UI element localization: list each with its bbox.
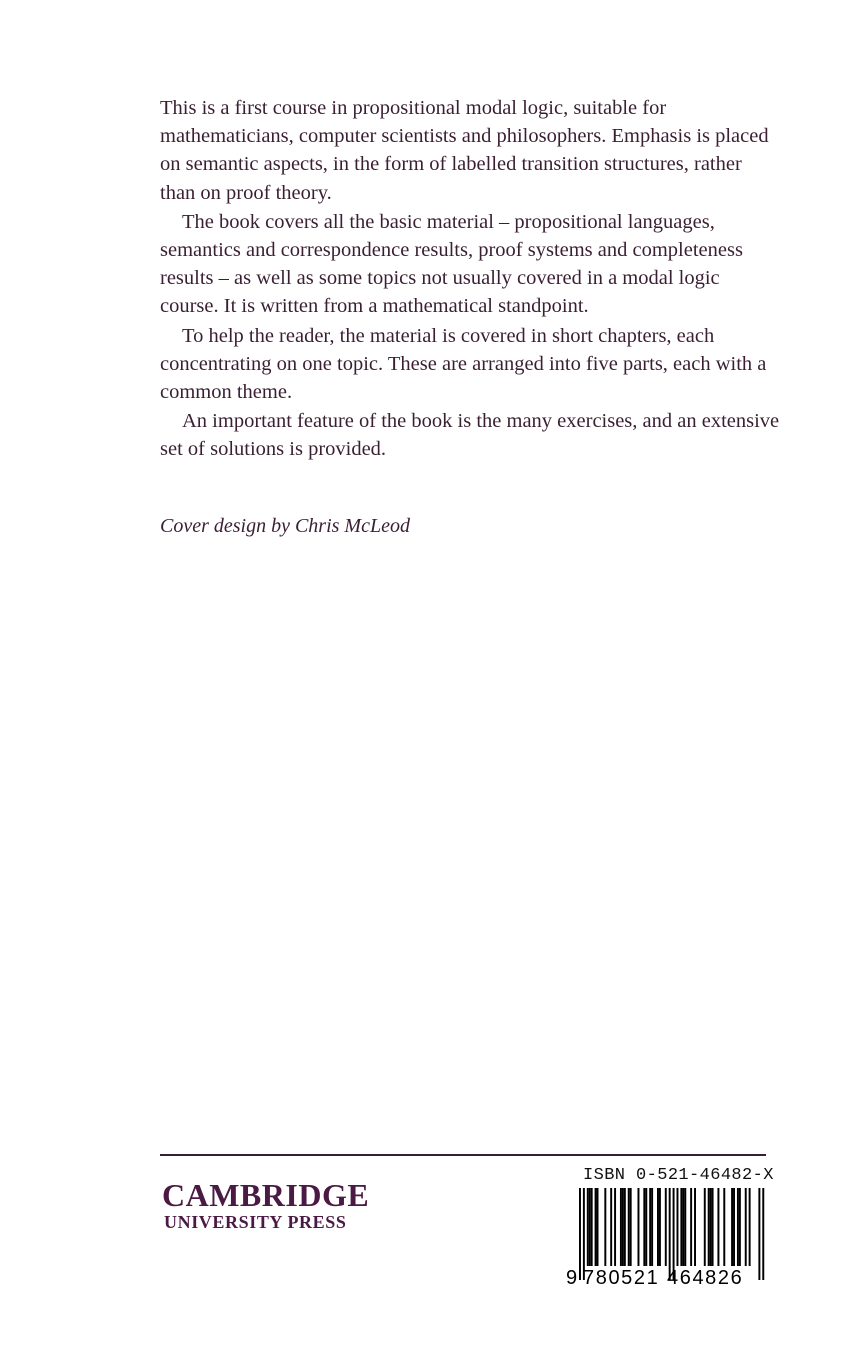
barcode-bar: [628, 1188, 630, 1266]
blurb-paragraph-1: This is a first course in propositional modal logic, suitable for mathematicians, computer scientists and philosophers. Emphasis is placed on semantic aspects, in the form of labelled transition structures, rather than on proof theory.: [160, 97, 769, 204]
publisher-name: CAMBRIDGE: [162, 1177, 370, 1213]
barcode-bar: [597, 1188, 599, 1266]
barcode-first-digit: 9: [566, 1267, 578, 1289]
blurb-paragraph-4: An important feature of the book is the many exercises, and an extensive set of solutions is provided.: [160, 410, 780, 461]
barcode-bar: [694, 1188, 696, 1266]
barcode-bar: [733, 1188, 735, 1266]
barcode-bar: [684, 1188, 686, 1266]
barcode-bar: [712, 1188, 714, 1266]
barcode-bar: [677, 1188, 679, 1266]
barcode-bar: [651, 1188, 653, 1266]
barcode-bar: [610, 1188, 612, 1266]
barcode-bar: [595, 1188, 597, 1266]
barcode-bar: [717, 1188, 719, 1266]
barcode-bar: [682, 1188, 684, 1266]
blurb-paragraph-2: The book covers all the basic material – propositional languages, semantics and correspondence results, proof systems and completeness results – as well as some topics not usually covered in a modal logic course. It is written from a mathematical standpoint.: [160, 210, 743, 318]
barcode-bar: [704, 1188, 706, 1266]
barcode-bar: [758, 1188, 760, 1280]
barcode-bar: [589, 1188, 591, 1266]
barcode-bar: [638, 1188, 640, 1266]
barcode-bar: [630, 1188, 632, 1266]
barcode-bar: [649, 1188, 651, 1266]
barcode-right-digits: 464826: [667, 1267, 744, 1289]
barcode-bar: [591, 1188, 593, 1266]
barcode-bar: [762, 1188, 764, 1280]
barcode-bar: [690, 1188, 692, 1266]
barcode-bar: [657, 1188, 659, 1266]
barcode-bar: [745, 1188, 747, 1266]
barcode-bar: [645, 1188, 647, 1266]
barcode-bar: [579, 1188, 581, 1280]
barcode-bar: [622, 1188, 624, 1266]
barcode-bar: [739, 1188, 741, 1266]
isbn-label: ISBN 0-521-46482-X: [583, 1166, 774, 1185]
barcode-bar: [587, 1188, 589, 1266]
barcode-bar: [737, 1188, 739, 1266]
barcode-bar: [680, 1188, 682, 1266]
blurb-paragraph-3: To help the reader, the material is covered in short chapters, each concentrating on one topic. These are arranged into five parts, each with a common theme.: [160, 324, 767, 404]
barcode-bar: [643, 1188, 645, 1266]
barcode-bar: [710, 1188, 712, 1266]
divider-rule: [160, 1154, 766, 1156]
barcode-bar: [624, 1188, 626, 1266]
barcode-bar: [620, 1188, 622, 1266]
barcode-bar: [614, 1188, 616, 1266]
cover-design-credit: Cover design by Chris McLeod: [160, 515, 410, 537]
barcode-bar: [659, 1188, 661, 1266]
barcode-bar: [749, 1188, 751, 1266]
barcode-bar: [604, 1188, 606, 1266]
publisher-logo: [162, 1178, 369, 1232]
publisher-subtitle: UNIVERSITY PRESS: [164, 1212, 347, 1232]
back-cover-blurb: [160, 94, 780, 465]
barcode-left-digits: 780521: [583, 1267, 660, 1289]
barcode-bar: [665, 1188, 667, 1266]
barcode-bar: [723, 1188, 725, 1266]
barcode-bar: [708, 1188, 710, 1266]
barcode-bar: [731, 1188, 733, 1266]
